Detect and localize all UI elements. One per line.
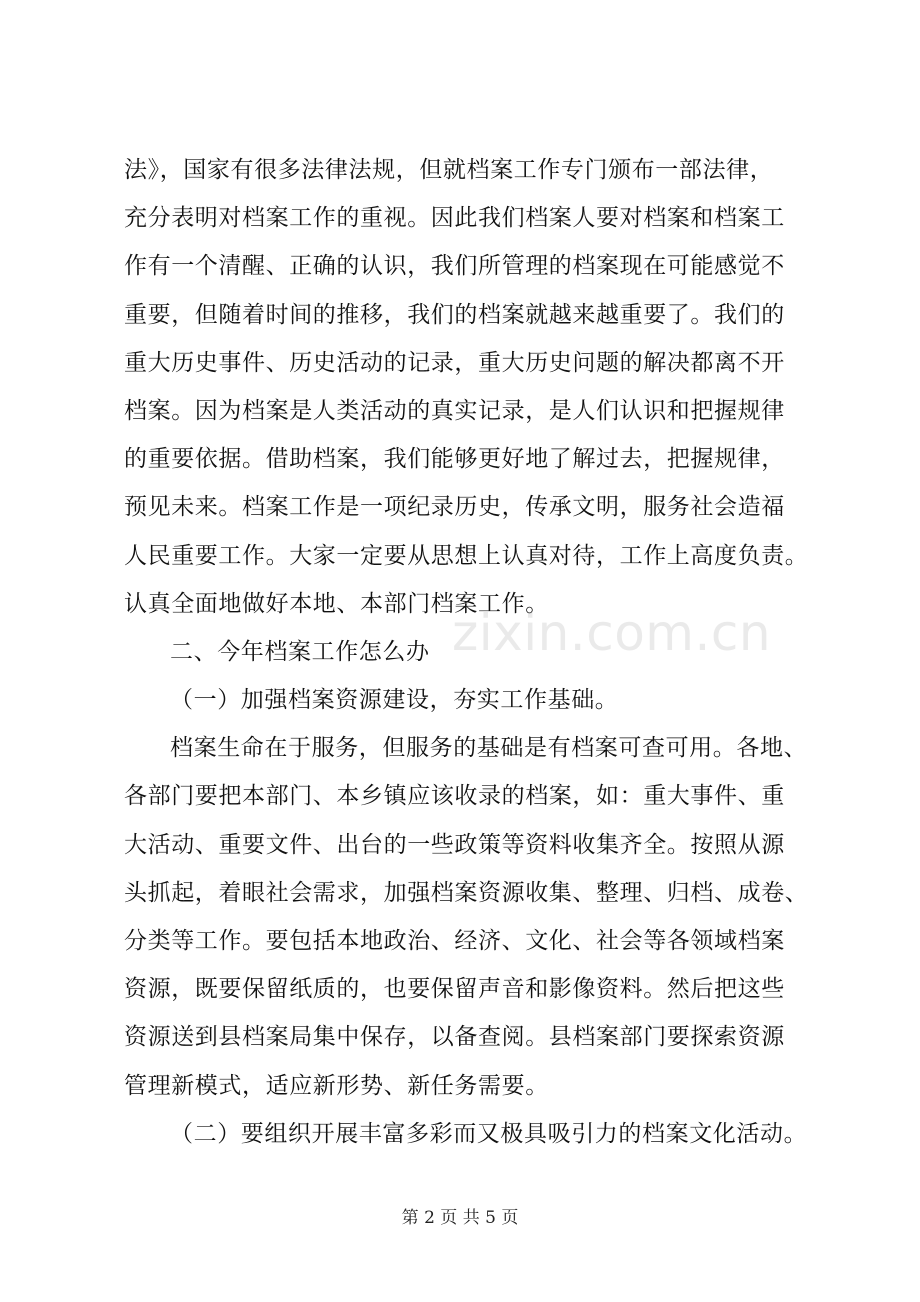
text-line: 重要，但随着时间的推移，我们的档案就越来越重要了。我们的 xyxy=(124,301,785,328)
text-line: 分类等工作。要包括本地政治、经济、文化、社会等各领域档案 xyxy=(124,928,785,954)
text-line: 认真全面地做好本地、本部门档案工作。 xyxy=(124,590,549,617)
subsection-heading: （一）加强档案资源建设，夯实工作基础。 xyxy=(170,687,619,714)
text-line: 充分表明对档案工作的重视。因此我们档案人要对档案和档案工 xyxy=(124,205,785,232)
subsection-heading: （二）要组织开展丰富多彩而又极具吸引力的档案文化活动。 xyxy=(170,1120,808,1147)
text-line: 重大历史事件、历史活动的记录，重大历史问题的解决都离不开 xyxy=(124,349,785,376)
section-heading: 二、今年档案工作怎么办 xyxy=(170,638,430,665)
text-line: 资源送到县档案局集中保存，以备查阅。县档案部门要探索资源 xyxy=(124,1024,785,1051)
text-line: 作有一个清醒、正确的认识，我们所管理的档案现在可能感觉不 xyxy=(124,253,785,280)
text-line: 资源，既要保留纸质的，也要保留声音和影像资料。然后把这些 xyxy=(124,976,785,1003)
text-line: 大活动、重要文件、出台的一些政策等资料收集齐全。按照从源 xyxy=(124,831,785,858)
text-line: 管理新模式，适应新形势、新任务需要。 xyxy=(124,1072,549,1099)
text-line: 头抓起，着眼社会需求，加强档案资源收集、整理、归档、成卷、 xyxy=(124,879,809,906)
watermark: zixin.com.cn xyxy=(452,604,772,662)
text-line: 预见未来。档案工作是一项纪录历史，传承文明，服务社会造福 xyxy=(124,494,785,521)
text-line: 档案生命在于服务，但服务的基础是有档案可查可用。各地、 xyxy=(170,735,808,762)
text-line: 法》，国家有很多法律法规，但就档案工作专门颁布一部法律， xyxy=(124,157,774,183)
text-line: 人民重要工作。大家一定要从思想上认真对待，工作上高度负责。 xyxy=(124,542,809,569)
text-line: 的重要依据。借助档案，我们能够更好地了解过去，把握规律， xyxy=(124,446,785,473)
text-line: 档案。因为档案是人类活动的真实记录，是人们认识和把握规律 xyxy=(124,397,785,424)
text-line: 各部门要把本部门、本乡镇应该收录的档案，如：重大事件、重 xyxy=(124,783,785,810)
page-footer: 第 2 页 共 5 页 xyxy=(401,1208,519,1228)
